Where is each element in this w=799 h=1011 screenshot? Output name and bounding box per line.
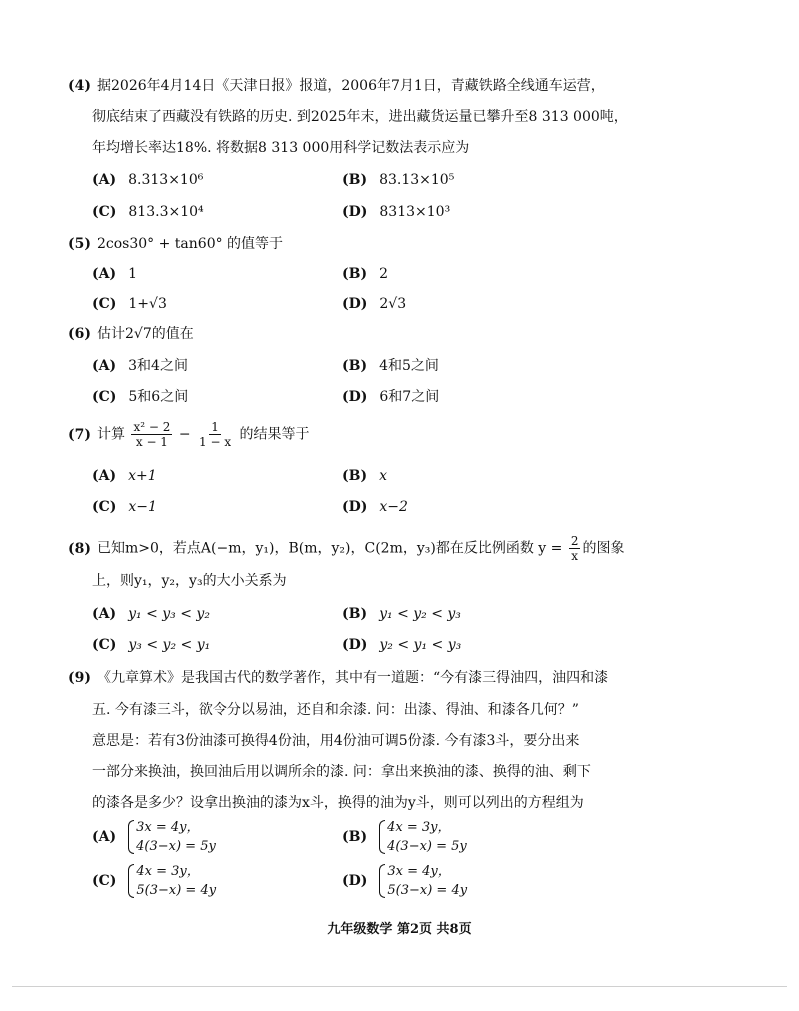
numerator: 2 — [570, 534, 579, 548]
question-6 — [68, 324, 194, 344]
option-text: x — [379, 468, 387, 484]
question-5 — [68, 234, 283, 254]
option-b — [342, 170, 454, 190]
option-text: 4和5之间 — [379, 358, 439, 374]
option-label: (A) — [92, 829, 117, 845]
option-d — [342, 294, 406, 314]
option-label: (B) — [342, 829, 368, 845]
option-c — [92, 497, 157, 517]
denominator: 1 − x — [199, 435, 232, 449]
option-label: (B) — [342, 266, 368, 282]
option-c — [92, 294, 167, 314]
option-text: 813.3×10⁴ — [128, 204, 204, 220]
question-number: (4) — [68, 78, 91, 94]
option-b — [342, 604, 461, 624]
option-text: y₂ < y₁ < y₃ — [379, 637, 462, 653]
question-7 — [68, 420, 310, 449]
option-a — [92, 466, 157, 486]
question-9-line-3: 意思是：若有3份油漆可换得4份油，用4份油可调5份漆. 今有漆3斗，要分出来 — [92, 733, 580, 749]
question-text: 已知m>0，若点A(−m，y₁)，B(m，y₂)，C(2m，y₃)都在反比例函数 y = — [97, 540, 563, 557]
option-text: 83.13×10⁵ — [379, 172, 455, 188]
option-a — [92, 264, 137, 284]
option-text: 2√3 — [379, 296, 407, 312]
equation-system — [128, 862, 216, 900]
option-text: 6和7之间 — [379, 389, 440, 405]
equation-system — [379, 818, 467, 856]
equation-system — [379, 862, 467, 900]
option-label: (B) — [342, 172, 368, 188]
question-number: (7) — [68, 426, 91, 443]
option-text: 2 — [379, 266, 389, 282]
option-text: y₁ < y₂ < y₃ — [379, 606, 461, 622]
option-a — [92, 604, 210, 624]
equation-2: 4(3−x) = 5y — [387, 839, 467, 854]
question-text: 的图象 — [582, 540, 625, 557]
question-9-line-4: 一部分来换油，换回油后用以调所余的漆. 问：拿出来换油的漆、换得的油、剩下 — [92, 764, 591, 780]
option-text: 1+√3 — [128, 296, 167, 312]
option-label: (C) — [92, 637, 117, 653]
equation-system — [128, 818, 216, 856]
question-8 — [68, 534, 624, 563]
option-label: (D) — [342, 499, 368, 515]
option-c — [92, 635, 210, 655]
divider — [12, 986, 787, 987]
option-label: (C) — [92, 499, 117, 515]
question-text: 《九章算术》是我国古代的数学著作，其中有一道题：“今有漆三得油四，油四和漆 — [97, 670, 609, 686]
option-b — [342, 466, 387, 486]
option-d — [342, 635, 461, 655]
option-b — [342, 356, 439, 376]
question-number: (5) — [68, 236, 91, 252]
question-text: 的结果等于 — [239, 426, 310, 443]
option-a — [92, 356, 188, 376]
option-d — [342, 862, 467, 900]
option-text: y₃ < y₂ < y₁ — [128, 637, 211, 653]
equation-2: 4(3−x) = 5y — [136, 839, 216, 854]
option-c — [92, 202, 204, 222]
option-label: (D) — [342, 637, 368, 653]
option-label: (C) — [92, 389, 117, 405]
question-4-line-2: 彻底结束了西藏没有铁路的历史. 到2025年末，进出藏货运量已攀升至8 313 000吨， — [92, 109, 628, 125]
denominator: x — [571, 549, 579, 563]
equation-1: 3x = 4y， — [387, 864, 451, 879]
equation-2: 5(3−x) = 4y — [387, 883, 468, 898]
equation-1: 4x = 3y， — [136, 864, 200, 879]
question-9-line-5: 的漆各是多少？设拿出换油的漆为x斗，换得的油为y斗，则可以列出的方程组为 — [92, 795, 584, 811]
equation-1: 4x = 3y， — [387, 820, 451, 835]
fraction — [131, 420, 172, 449]
question-4-line-3: 年均增长率达18%. 将数据8 313 000用科学记数法表示应为 — [92, 140, 470, 156]
option-label: (A) — [92, 468, 117, 484]
option-label: (A) — [92, 172, 117, 188]
option-d — [342, 202, 450, 222]
option-label: (A) — [92, 358, 117, 374]
option-b — [342, 264, 388, 284]
fraction — [197, 420, 233, 449]
page-footer: 九年级数学 第2页 共8页 — [327, 922, 472, 937]
denominator: x − 1 — [135, 435, 168, 449]
equation-1: 3x = 4y， — [136, 820, 200, 835]
question-number: (8) — [68, 540, 91, 557]
option-b — [342, 818, 467, 856]
option-label: (D) — [342, 389, 368, 405]
option-a — [92, 818, 216, 856]
option-label: (C) — [92, 204, 117, 220]
question-text: 2cos30° + tan60° 的值等于 — [97, 236, 284, 252]
option-label: (A) — [92, 266, 117, 282]
option-d — [342, 497, 408, 517]
option-label: (B) — [342, 468, 368, 484]
question-9 — [68, 668, 608, 688]
option-text: x−2 — [379, 499, 408, 515]
option-d — [342, 387, 439, 407]
question-4 — [68, 76, 605, 96]
option-label: (B) — [342, 358, 368, 374]
question-text: 计算 — [97, 426, 125, 443]
minus-sign: − — [178, 426, 191, 443]
numerator: 1 — [211, 420, 219, 434]
fraction — [569, 534, 581, 563]
option-label: (A) — [92, 606, 117, 622]
option-text: x−1 — [128, 499, 157, 515]
option-text: x+1 — [128, 468, 157, 484]
numerator: x² − 2 — [133, 420, 171, 434]
option-text: y₁ < y₃ < y₂ — [128, 606, 210, 622]
question-8-line-2: 上，则y₁，y₂，y₃的大小关系为 — [92, 573, 287, 589]
question-9-line-2: 五. 今有漆三斗，欲令分以易油，还自和余漆. 问：出漆、得油、和漆各几何？” — [92, 702, 579, 718]
question-number: (9) — [68, 670, 91, 686]
option-label: (B) — [342, 606, 368, 622]
option-text: 3和4之间 — [128, 358, 188, 374]
option-text: 8313×10³ — [379, 204, 451, 220]
option-label: (D) — [342, 873, 368, 889]
question-text: 估计2√7的值在 — [97, 326, 194, 342]
option-label: (D) — [342, 296, 368, 312]
option-text: 5和6之间 — [128, 389, 189, 405]
equation-2: 5(3−x) = 4y — [136, 883, 217, 898]
option-c — [92, 387, 188, 407]
option-label: (C) — [92, 873, 117, 889]
option-text: 1 — [128, 266, 138, 282]
option-label: (D) — [342, 204, 368, 220]
option-text: 8.313×10⁶ — [128, 172, 204, 188]
question-number: (6) — [68, 326, 91, 342]
question-text: 据2026年4月14日《天津日报》报道，2006年7月1日，青藏铁路全线通车运营， — [97, 78, 605, 94]
option-c — [92, 862, 216, 900]
option-label: (C) — [92, 296, 117, 312]
option-a — [92, 170, 203, 190]
